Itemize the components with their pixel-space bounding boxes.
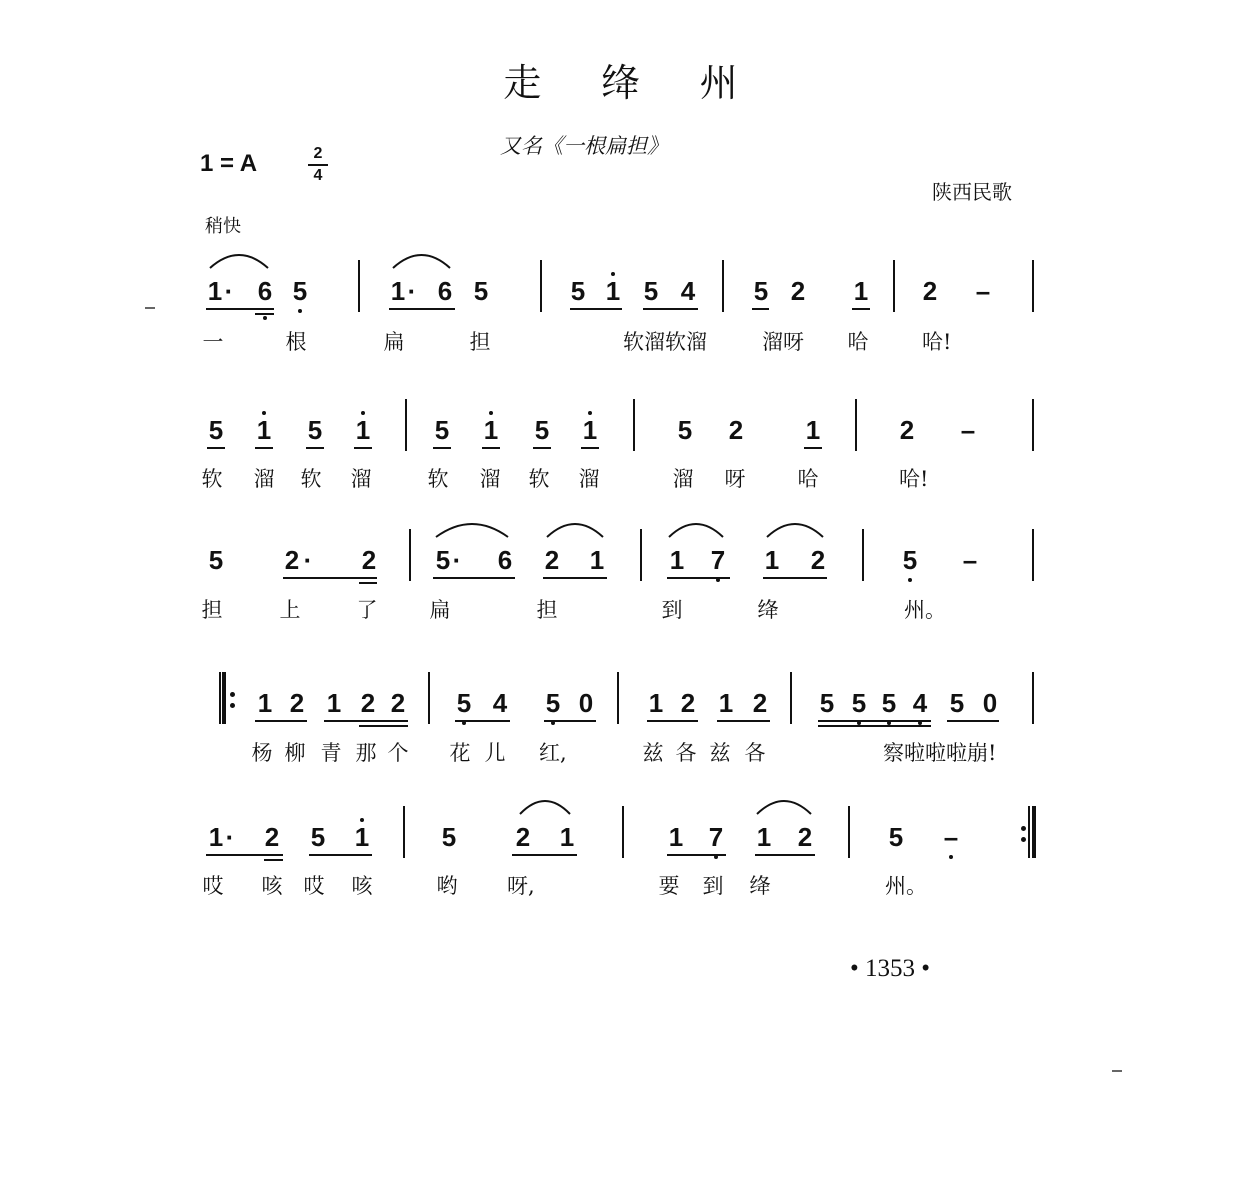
lyric-syllable: 州。 [904,598,946,622]
note-text: 5 [643,276,659,306]
note-text: 2 [544,545,560,575]
note-text: 5 [473,276,489,306]
lyric-syllable: 溜 [479,467,501,491]
note-text: 1 [256,415,272,445]
lyric-syllable: 一 [202,330,224,354]
note-text: 1 [390,276,406,306]
note-text: 1 [669,545,685,575]
lyric-syllable: 哈! [899,467,929,491]
lyric-syllable: 呀 [724,467,746,491]
note-text: 5 [570,276,586,306]
note-text: 4 [680,276,696,306]
note-text: 5 [677,415,693,445]
note-text: 5 [545,688,561,718]
note-text: 0 [982,688,998,718]
note-text: 5 [434,415,450,445]
note-text: · [303,545,313,575]
scan-speck [1112,1070,1122,1072]
note-text: 1 [718,688,734,718]
note-text: – [943,822,959,852]
lyric-syllable: 溜 [672,467,694,491]
lyric-syllable: 要 [658,874,680,898]
note-text: 5 [949,688,965,718]
note-text: 2 [264,822,280,852]
note-text: 1 [257,688,273,718]
note-text: 5 [888,822,904,852]
page-number: • 1353 • [850,955,931,982]
lyric-syllable: 各 [744,741,766,765]
lyric-syllable: 哟 [436,874,458,898]
slur [393,255,450,268]
lyric-syllable: 软溜软溜 [623,330,707,354]
lyric-syllable: 柳 [284,741,306,765]
lyric-syllable: 了 [356,598,378,622]
note-text: – [962,545,978,575]
lyric-syllable: 各 [675,741,697,765]
note-text: 2 [922,276,938,306]
note-text: 4 [912,688,928,718]
lyric-syllable: 呀, [507,874,535,898]
key-signature: 1 = A [200,150,258,177]
note-text: 1 [805,415,821,445]
lyric-syllable: 扁 [429,598,451,622]
note-text: 5 [902,545,918,575]
note-text: 2 [728,415,744,445]
lyric-syllable: 察啦啦啦崩! [883,741,997,765]
song-title: 走 绛 州 [503,61,762,105]
note-text: 5 [310,822,326,852]
note-text: · [407,276,417,306]
note-text: 1 [354,822,370,852]
note-text: 6 [257,276,273,306]
lyric-syllable: 个 [387,741,409,765]
note-text: 5 [881,688,897,718]
note-text: 5 [753,276,769,306]
note-text: 5 [456,688,472,718]
note-text: 1 [756,822,772,852]
note-text: 6 [437,276,453,306]
composer-credit: 陕西民歌 [932,180,1012,204]
note-text: 2 [680,688,696,718]
note-text: 5 [307,415,323,445]
note-text: 1 [589,545,605,575]
lyric-syllable: 州。 [885,874,927,898]
slur [210,255,268,268]
lyric-syllable: 到 [661,598,683,622]
lyric-syllable: 红, [539,741,567,765]
note-text: 5 [851,688,867,718]
note-text: 1 [764,545,780,575]
note-text: 5 [819,688,835,718]
note-text: 2 [361,545,377,575]
note-text: 1 [559,822,575,852]
note-text: 2 [790,276,806,306]
lyric-syllable: 哈! [922,330,952,354]
note-text: 1 [853,276,869,306]
lyric-syllable: 哎 [303,874,325,898]
lyric-syllable: 溜 [578,467,600,491]
lyric-syllable: 担 [536,598,558,622]
lyric-syllable: 担 [201,598,223,622]
lyric-syllable: 咳 [351,874,373,898]
note-text: 1 [326,688,342,718]
note-text: 2 [752,688,768,718]
slur [520,801,570,814]
note-text: · [452,545,462,575]
lyric-syllable: 杨 [251,741,273,765]
note-text: 2 [284,545,300,575]
lyric-syllable: 软 [528,467,550,491]
lyric-syllable: 青 [320,741,342,765]
note-text: 2 [899,415,915,445]
note-text: 1 [207,276,223,306]
note-text: 4 [492,688,508,718]
slur [757,801,811,814]
lyric-syllable: 到 [702,874,724,898]
note-text: – [975,276,991,306]
lyric-syllable: 软 [300,467,322,491]
note-text: · [224,276,234,306]
lyric-syllable: 溜 [253,467,275,491]
lyric-syllable: 绛 [757,598,779,622]
note-text: – [960,415,976,445]
note-text: 1 [668,822,684,852]
lyric-syllable: 咳 [261,874,283,898]
slur [669,524,723,537]
lyric-syllable: 花 [449,741,471,765]
lyric-syllable: 哎 [202,874,224,898]
note-text: 5 [435,545,451,575]
slur [767,524,823,537]
lyric-syllable: 担 [469,330,491,354]
note-text: 1 [483,415,499,445]
note-text: 1 [605,276,621,306]
lyric-syllable: 上 [279,598,301,622]
note-text: 7 [710,545,726,575]
lyric-syllable: 根 [285,330,307,354]
note-text: 6 [497,545,513,575]
lyric-syllable: 儿 [484,741,506,765]
note-text: 2 [289,688,305,718]
note-text: 1 [582,415,598,445]
lyric-syllable: 软 [427,467,449,491]
note-text: 2 [360,688,376,718]
lyric-syllable: 扁 [383,330,405,354]
note-text: 2 [515,822,531,852]
note-text: 5 [208,545,224,575]
lyric-syllable: 那 [355,741,377,765]
lyric-syllable: 溜呀 [762,330,804,354]
note-text: 7 [708,822,724,852]
note-text: 1 [208,822,224,852]
lyric-syllable: 绛 [749,874,771,898]
lyric-syllable: 兹 [709,741,731,765]
meter-bottom: 4 [313,167,323,184]
note-text: 5 [292,276,308,306]
lyric-syllable: 兹 [642,741,664,765]
scan-speck [145,307,155,309]
note-text: 2 [810,545,826,575]
note-text: · [225,822,235,852]
song-subtitle: 又名《一根扁担》 [500,134,668,158]
lyric-syllable: 哈 [847,330,869,354]
meter-top: 2 [313,145,323,162]
note-text: 5 [441,822,457,852]
note-text: 5 [208,415,224,445]
note-text: 2 [797,822,813,852]
note-text: 2 [390,688,406,718]
slur [436,524,508,537]
lyric-syllable: 溜 [350,467,372,491]
note-text: 5 [534,415,550,445]
lyric-syllable: 软 [201,467,223,491]
tempo-marking: 稍快 [205,216,241,237]
lyric-syllable: 哈 [797,467,819,491]
note-text: 1 [355,415,371,445]
slur [547,524,603,537]
note-text: 1 [648,688,664,718]
note-text: 0 [578,688,594,718]
